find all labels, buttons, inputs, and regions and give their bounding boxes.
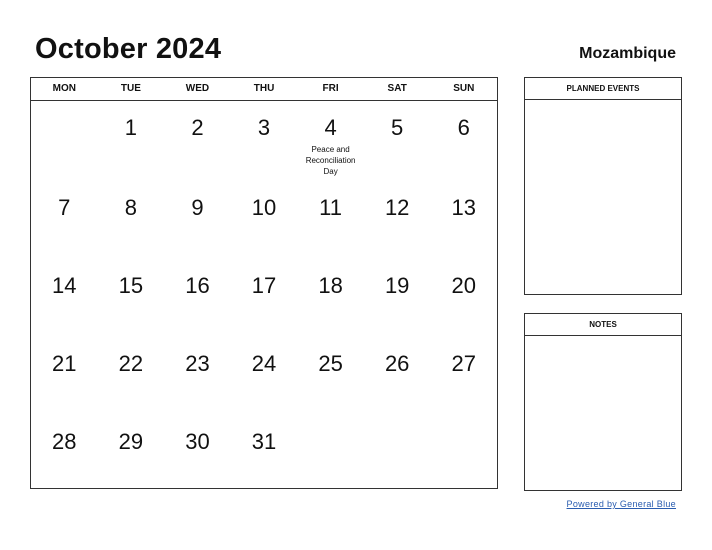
day-number: 30	[185, 429, 210, 454]
day-cell	[164, 101, 231, 181]
day-number: 13	[451, 195, 476, 220]
day-cell	[364, 337, 431, 415]
weekday-label: TUE	[120, 83, 141, 94]
day-number: 23	[185, 351, 210, 376]
day-cell	[31, 337, 98, 415]
day-number: 16	[185, 273, 210, 298]
day-cell	[98, 337, 165, 415]
month-title: October 2024	[35, 33, 222, 65]
notes-panel	[524, 313, 682, 491]
day-number: 9	[191, 195, 204, 220]
day-cell	[231, 101, 298, 181]
day-cell	[430, 101, 497, 181]
weekday-header	[31, 78, 497, 101]
day-cell	[98, 259, 165, 337]
day-cell	[98, 181, 165, 259]
weekday-label: WED	[185, 83, 210, 94]
day-number: 26	[384, 351, 410, 376]
day-number: 18	[318, 273, 343, 298]
day-cell	[231, 415, 298, 493]
day-cell	[164, 337, 231, 415]
day-cell	[31, 101, 98, 181]
weekday-label: MON	[52, 83, 76, 94]
day-number: 25	[318, 351, 343, 376]
weekday-label: SAT	[387, 83, 407, 94]
day-cell	[297, 415, 364, 493]
planned-events-title: PLANNED EVENTS	[525, 78, 681, 100]
day-cell	[297, 337, 364, 415]
day-cell	[364, 415, 431, 493]
day-cell	[164, 181, 231, 259]
day-cell	[297, 181, 364, 259]
day-number: 10	[251, 195, 277, 220]
calendar-grid	[30, 77, 498, 489]
day-number: 28	[52, 429, 77, 454]
day-number: 12	[384, 195, 410, 220]
weekday-label: SUN	[453, 83, 475, 94]
planned-events-panel	[524, 77, 682, 295]
weekday-label: THU	[253, 83, 275, 94]
day-cell	[231, 181, 298, 259]
week-row	[31, 181, 497, 259]
week-row	[31, 415, 497, 493]
day-cell	[430, 337, 497, 415]
day-cell	[297, 259, 364, 337]
day-number: 4	[324, 115, 337, 140]
day-number: 31	[251, 429, 277, 454]
day-number: 19	[384, 273, 410, 298]
day-number: 27	[451, 351, 476, 376]
day-cell	[31, 415, 98, 493]
week-row	[31, 259, 497, 337]
day-number: 2	[191, 115, 204, 140]
day-cell	[430, 259, 497, 337]
day-number: 17	[251, 273, 277, 298]
day-cell	[164, 259, 231, 337]
day-cell	[31, 181, 98, 259]
day-number: 3	[257, 115, 271, 140]
day-cell	[31, 259, 98, 337]
weekday-label: FRI	[322, 83, 339, 94]
powered-by-link[interactable]: Powered by General Blue	[566, 499, 676, 509]
calendar-weeks	[31, 101, 497, 493]
day-cell	[364, 181, 431, 259]
day-number: 6	[457, 115, 470, 140]
day-number: 11	[319, 195, 343, 220]
day-cell	[364, 101, 431, 181]
day-cell	[231, 337, 298, 415]
day-number: 29	[118, 429, 144, 454]
holiday-label: Peace and Reconciliation Day	[305, 145, 356, 176]
day-cell	[231, 259, 298, 337]
day-cell	[98, 415, 165, 493]
day-cell	[430, 415, 497, 493]
day-cell	[98, 101, 165, 181]
day-number: 7	[58, 195, 71, 220]
notes-title: NOTES	[525, 314, 681, 336]
day-number: 5	[391, 115, 404, 140]
day-number: 8	[124, 195, 137, 220]
country-label: Mozambique	[579, 45, 676, 62]
day-number: 20	[451, 273, 476, 298]
day-cell	[430, 181, 497, 259]
week-row	[31, 101, 497, 181]
day-number: 21	[52, 351, 77, 376]
day-cell	[164, 415, 231, 493]
day-number: 1	[124, 115, 137, 140]
week-row	[31, 337, 497, 415]
day-number: 14	[52, 273, 77, 298]
day-number: 22	[118, 351, 144, 376]
day-cell	[364, 259, 431, 337]
day-number: 15	[118, 273, 144, 298]
day-number: 24	[251, 351, 277, 376]
day-cell	[297, 101, 364, 181]
